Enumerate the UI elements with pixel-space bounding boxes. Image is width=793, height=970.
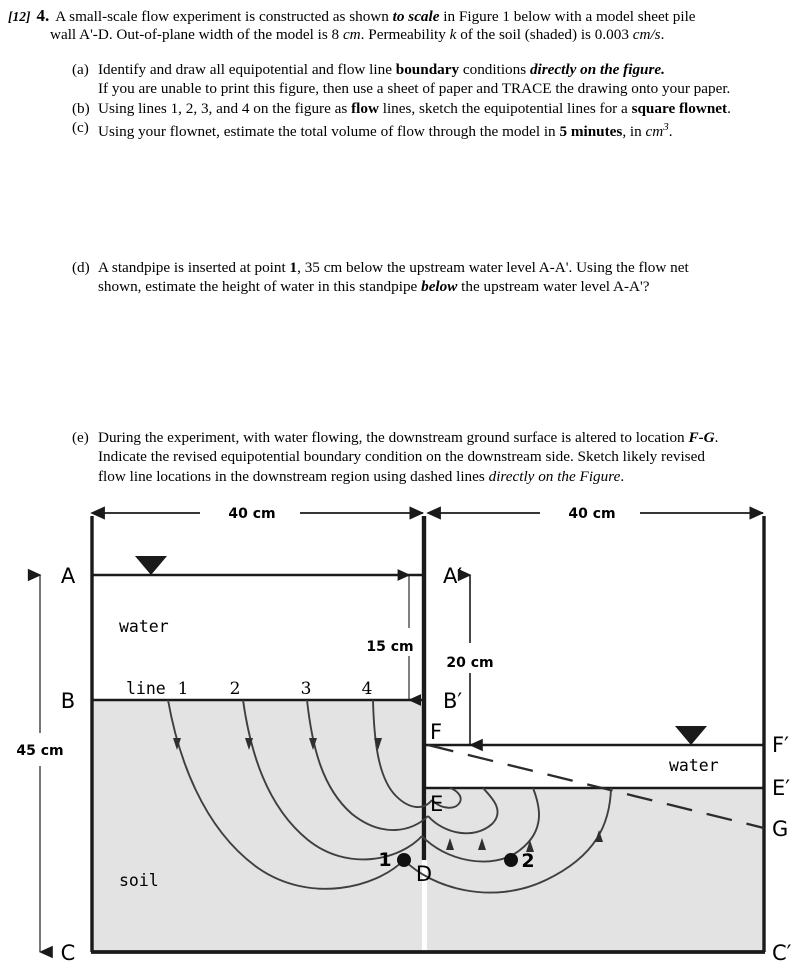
- question-part-c: [72, 118, 787, 141]
- flownet-figure: [0, 488, 793, 970]
- soil-region-downstream: [427, 788, 765, 952]
- part-line: [98, 258, 787, 277]
- intro-text-2c: . Permeability: [360, 26, 450, 43]
- text-run: Using your flownet, estimate the total volume of flow through the model in: [98, 123, 560, 141]
- text-run: directly on the figure.: [529, 61, 665, 78]
- part-body: [98, 118, 787, 141]
- standpipe-point-2-dot: [504, 853, 518, 867]
- dimension-top-left-label: 40 cm: [228, 506, 276, 522]
- text-run: , in: [622, 123, 646, 141]
- text-run: lines, sketch the equipotential lines for a: [378, 100, 632, 117]
- question-heading: [8, 6, 783, 27]
- text-run: If you are unable to print this figure, then use a sheet of paper and TRACE the drawing onto your paper.: [98, 80, 731, 98]
- part-line: [98, 277, 787, 296]
- text-run: .: [668, 123, 673, 141]
- question-part-e: [72, 428, 787, 486]
- point-label-D: D: [415, 862, 433, 886]
- text-run: boundary: [395, 61, 460, 78]
- text-run: flow line locations in the downstream region using dashed lines: [98, 467, 489, 485]
- part-line: [98, 99, 787, 118]
- point-label-C-prime: C′: [772, 941, 792, 965]
- part-line: [98, 60, 787, 79]
- dimension-left-height-label: 45 cm: [16, 743, 64, 759]
- part-line: [98, 118, 787, 141]
- dimension-wall-embed-label: 20 cm: [446, 655, 494, 671]
- text-run: , 35 cm below the upstream water level A-A'. Using the flow net: [297, 259, 689, 276]
- intro-text-2a: wall A'-D. Out-of-plane width of the model is 8: [50, 26, 343, 43]
- part-line: [98, 79, 787, 98]
- question-part-a: [72, 60, 787, 99]
- water-level-triangle-upstream: [135, 556, 167, 575]
- part-letter-b: (b): [72, 100, 90, 117]
- text-run: 3: [663, 121, 669, 133]
- text-run: below: [421, 278, 458, 296]
- water-level-triangle-downstream: [675, 726, 707, 745]
- question-number: 4.: [36, 6, 50, 25]
- flow-line-label-4: 4: [361, 679, 373, 699]
- intro-text-2b: cm: [342, 26, 361, 43]
- intro-text-2g: .: [660, 26, 665, 43]
- intro-text-1b: to scale: [392, 8, 440, 25]
- standpipe-point-2-label: 2: [521, 850, 535, 872]
- text-run: Indicate the revised equipotential boundary condition on the downstream side. Sketch likely revised: [98, 448, 705, 466]
- part-body: [98, 60, 787, 99]
- part-line: [98, 467, 787, 486]
- text-run: .: [727, 100, 731, 117]
- point-label-B-prime: B′: [443, 689, 463, 713]
- label-upstream-water: water: [119, 617, 169, 636]
- standpipe-point-1-label: 1: [378, 849, 392, 871]
- text-run: .: [714, 429, 719, 446]
- flow-line-prefix-label: line: [126, 679, 166, 698]
- flow-line-label-2: 2: [229, 679, 241, 699]
- part-letter-d: (d): [72, 259, 90, 276]
- part-body: [98, 99, 787, 118]
- point-label-E-prime: E′: [772, 776, 791, 800]
- flow-line-label-1: 1: [177, 679, 189, 699]
- text-run: 5 minutes: [559, 123, 623, 141]
- dimension-top-right-label: 40 cm: [568, 506, 616, 522]
- text-run: Identify and draw all equipotential and flow line: [98, 61, 396, 78]
- text-run: square flownet: [631, 100, 728, 117]
- flow-line-label-3: 3: [300, 679, 312, 699]
- label-soil: soil: [119, 871, 159, 890]
- text-run: directly on the Figure: [488, 467, 621, 485]
- part-line: [98, 447, 787, 466]
- text-run: Using lines 1, 2, 3, and 4 on the figure as: [98, 100, 352, 117]
- part-body: [98, 258, 787, 297]
- point-label-G: G: [772, 817, 789, 841]
- question-heading-line2: [50, 25, 790, 45]
- question-part-d: [72, 258, 787, 297]
- text-run: During the experiment, with water flowing, the downstream ground surface is altered to location: [98, 429, 689, 446]
- point-label-A-prime: A′: [443, 564, 463, 588]
- intro-text-2d: k: [449, 26, 457, 43]
- part-letter-a: (a): [72, 61, 89, 78]
- part-line: [98, 428, 787, 447]
- text-run: F-G: [688, 429, 715, 446]
- question-part-b: [72, 99, 787, 118]
- point-label-A: A: [60, 564, 76, 588]
- text-run: A standpipe is inserted at point: [98, 259, 290, 276]
- marks-badge: [12]: [8, 9, 31, 24]
- text-run: .: [620, 467, 625, 485]
- point-label-E: E: [430, 792, 444, 816]
- part-body: [98, 428, 787, 486]
- text-run: flow: [351, 100, 379, 117]
- standpipe-point-1-dot: [397, 853, 411, 867]
- text-run: 1: [289, 259, 298, 276]
- intro-text-1a: A small-scale flow experiment is constructed as shown: [55, 8, 393, 25]
- dimension-upstream-head-label: 15 cm: [366, 639, 414, 655]
- intro-text-1c: in Figure 1 below with a model sheet pile: [439, 8, 696, 25]
- text-run: conditions: [459, 61, 530, 78]
- part-letter-c: (c): [72, 119, 89, 136]
- label-downstream-water: water: [669, 756, 719, 775]
- point-label-B: B: [60, 689, 76, 713]
- part-letter-e: (e): [72, 429, 89, 446]
- point-label-C: C: [60, 941, 76, 965]
- point-label-F: F: [430, 720, 443, 744]
- intro-text-2e: of the soil (shaded) is 0.003: [456, 26, 633, 43]
- text-run: cm: [645, 123, 664, 141]
- text-run: shown, estimate the height of water in this standpipe: [98, 278, 422, 296]
- text-run: the upstream water level A-A'?: [457, 278, 650, 296]
- intro-text-2f: cm/s: [632, 26, 661, 43]
- point-label-F-prime: F′: [772, 733, 789, 757]
